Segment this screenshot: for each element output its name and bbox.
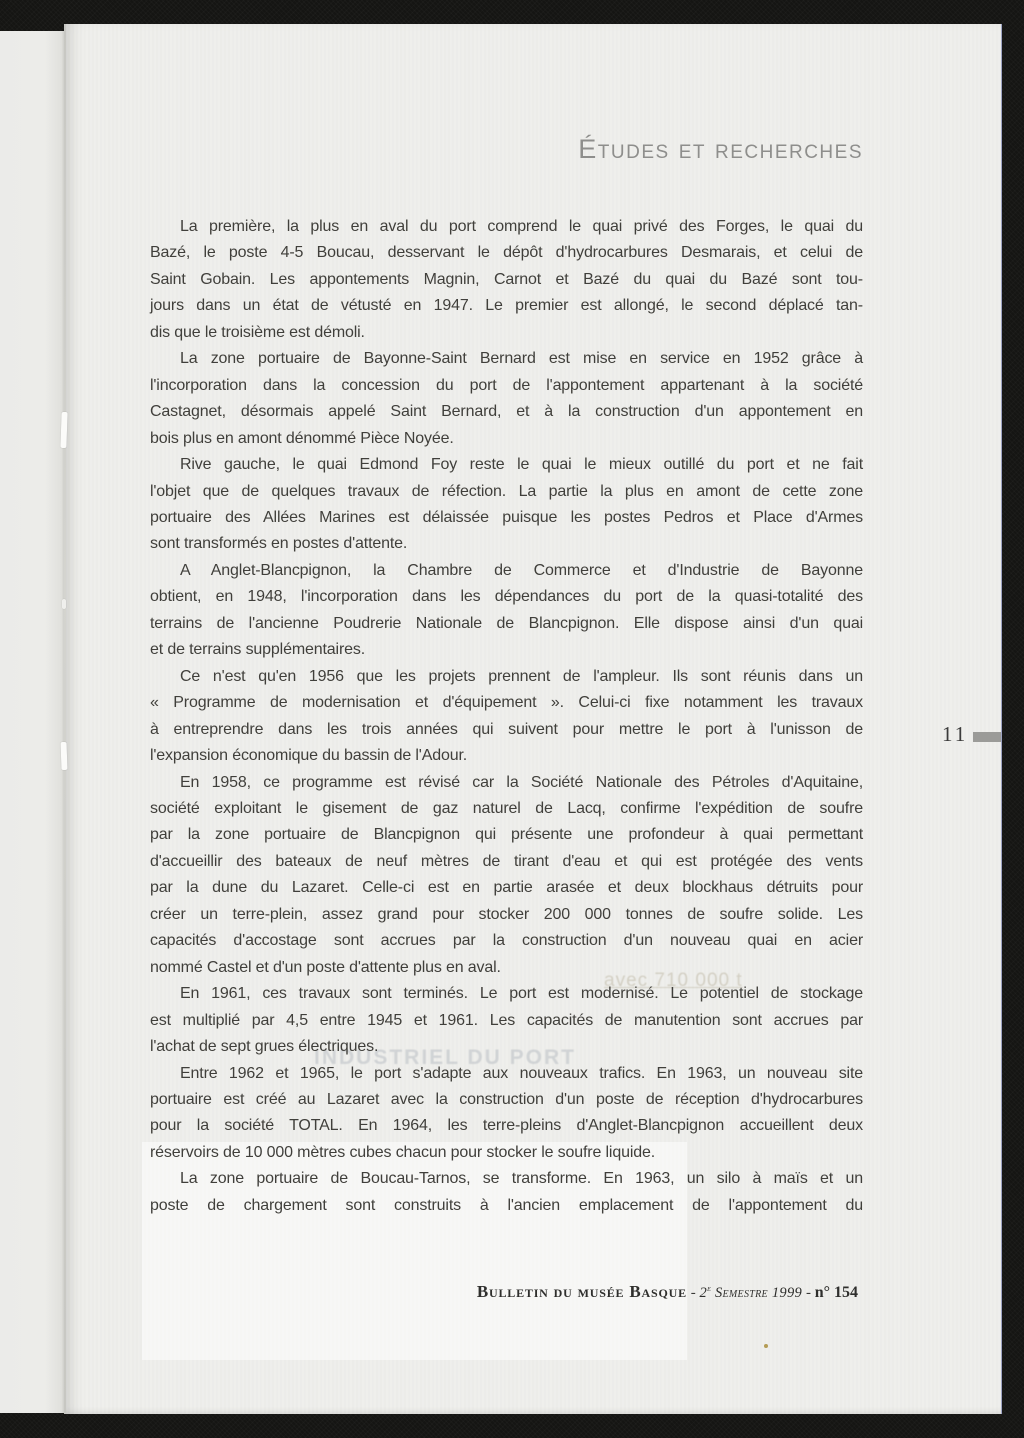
paragraph bbox=[150, 664, 863, 770]
journal-footer bbox=[477, 1282, 858, 1302]
text-line: La zone portuaire de Boucau-Tarnos, se transforme. En 1963, un silo à maïs et un bbox=[180, 1170, 863, 1188]
footer-separator: - bbox=[690, 1285, 700, 1301]
section-header: Études et recherches bbox=[578, 134, 863, 164]
text-line: En 1958, ce programme est révisé car la Société Nationale des Pétroles d'Aquitaine, bbox=[180, 773, 863, 791]
paragraph bbox=[150, 1061, 863, 1167]
journal-semester bbox=[700, 1285, 803, 1301]
text-line: A Anglet-Blancpignon, la Chambre de Commerce et d'Industrie de Bayonne bbox=[180, 561, 863, 579]
paragraph bbox=[150, 346, 863, 452]
text-line: La zone portuaire de Bayonne-Saint Bernard est mise en service en 1952 grâce à bbox=[180, 350, 863, 368]
text-line: obtient, en 1948, l'incorporation dans les dépendances du port de la quasi-totalité des bbox=[150, 588, 863, 606]
issue-number: n° 154 bbox=[814, 1284, 858, 1301]
text-line: l'incorporation dans la concession du port de l'appontement appartenant à la société bbox=[150, 376, 863, 394]
footer-separator: - bbox=[805, 1285, 815, 1301]
text-line: portuaire est créé au Lazaret avec la construction d'un poste de réception d'hydrocarbures bbox=[150, 1090, 863, 1108]
text-line: société exploitant le gisement de gaz naturel de Lacq, confirme l'expédition de soufre bbox=[150, 799, 863, 817]
book-page bbox=[64, 24, 1002, 1414]
text-line: Entre 1962 et 1965, le port s'adapte aux nouveaux trafics. En 1963, un nouveau site bbox=[180, 1064, 863, 1082]
show-through-text: INDUSTRIEL DU PORT bbox=[314, 1046, 576, 1069]
text-line: Saint Gobain. Les appontements Magnin, Carnot et Bazé du quai du Bazé sont tou- bbox=[150, 270, 863, 288]
journal-title: Bulletin du musée Basque bbox=[476, 1282, 687, 1301]
paragraph bbox=[150, 981, 863, 1060]
paragraph bbox=[150, 770, 863, 982]
text-line: portuaire des Allées Marines est délaissée puisque les postes Pedros et Place d'Armes bbox=[150, 508, 863, 526]
gutter-fold-line bbox=[64, 24, 66, 1414]
text-line: En 1961, ces travaux sont terminés. Le port est modernisé. Le potentiel de stockage bbox=[180, 985, 863, 1003]
text-line: à entreprendre dans les trois années qui suivent pour mettre le port à l'unisson de bbox=[150, 720, 863, 738]
article-body bbox=[150, 214, 863, 1219]
text-line: terrains de l'ancienne Poudrerie Nationale de Blancpignon. Elle dispose ainsi d'un quai bbox=[150, 614, 863, 632]
text-line: bois plus en amont dénommé Pièce Noyée. bbox=[150, 429, 454, 447]
semester-number: 2 bbox=[699, 1285, 708, 1301]
text-line: par la zone portuaire de Blancpignon qui présente une profondeur à quai permettant bbox=[150, 826, 863, 844]
semester-text: Semestre 1999 bbox=[714, 1285, 803, 1301]
text-line: réservoirs de 10 000 mètres cubes chacun pour stocker le soufre liquide. bbox=[150, 1143, 656, 1161]
text-line: nommé Castel et d'un poste d'attente plus en aval. bbox=[150, 958, 501, 976]
text-line: dis que le troisième est démoli. bbox=[150, 323, 365, 341]
paragraph bbox=[150, 1166, 863, 1219]
page-number-marker bbox=[973, 732, 1001, 742]
text-line: par la dune du Lazaret. Celle-ci est en partie arasée et deux blockhaus détruits pour bbox=[150, 879, 863, 897]
paragraph bbox=[150, 452, 863, 558]
text-line: Bazé, le poste 4-5 Boucau, desservant le dépôt d'hydrocarbures Desmarais, et celui de bbox=[150, 244, 863, 262]
semester-ordinal: e bbox=[707, 1283, 712, 1294]
text-line: jours dans un état de vétusté en 1947. Le premier est allongé, le second déplacé tan- bbox=[150, 297, 863, 315]
paragraph bbox=[150, 214, 863, 346]
binding-stitch bbox=[61, 742, 68, 770]
text-line: l'achat de sept grues électriques. bbox=[150, 1038, 379, 1056]
page-number-block bbox=[942, 724, 1001, 745]
text-line: d'accueillir des bateaux de neuf mètres de tirant d'eau et qui est protégée des vents bbox=[150, 852, 863, 870]
text-line: est multiplié par 4,5 entre 1945 et 1961. Les capacités de manutention sont accrues par bbox=[150, 1011, 863, 1029]
text-line: pour la société TOTAL. En 1964, les terre-pleins d'Anglet-Blancpignon accueillent deux bbox=[150, 1117, 863, 1135]
text-line: Castagnet, désormais appelé Saint Bernard, et à la construction d'un appontement en bbox=[150, 403, 863, 421]
text-line: créer un terre-plein, assez grand pour stocker 200 000 tonnes de soufre solide. Les bbox=[150, 905, 863, 923]
page-number: 11 bbox=[942, 722, 969, 746]
text-line: La première, la plus en aval du port comprend le quai privé des Forges, le quai du bbox=[180, 218, 863, 235]
binding-stitch bbox=[62, 599, 66, 609]
paper-speck bbox=[764, 1344, 768, 1348]
show-through-text: avec 710 000 t bbox=[604, 970, 743, 991]
text-line: capacités d'accostage sont accrues par la construction d'un nouveau quai en acier bbox=[150, 932, 863, 950]
text-line: « Programme de modernisation et d'équipement ». Celui-ci fixe notamment les travaux bbox=[150, 694, 863, 712]
text-line: Rive gauche, le quai Edmond Foy reste le quai le mieux outillé du port et ne fait bbox=[180, 456, 863, 474]
text-line: sont transformés en postes d'attente. bbox=[150, 535, 408, 553]
binding-stitch bbox=[60, 412, 67, 448]
text-line: poste de chargement sont construits à l'ancien emplacement de l'appontement du bbox=[150, 1196, 863, 1214]
text-line: et de terrains supplémentaires. bbox=[150, 641, 366, 659]
text-line: l'expansion économique du bassin de l'Adour. bbox=[150, 747, 468, 765]
paragraph bbox=[150, 558, 863, 664]
text-line: Ce n'est qu'en 1956 que les projets prennent de l'ampleur. Ils sont réunis dans un bbox=[180, 667, 863, 685]
previous-page-edge bbox=[0, 31, 64, 1413]
text-line: l'objet que de quelques travaux de réfection. La partie la plus en amont de cette zone bbox=[150, 482, 863, 500]
